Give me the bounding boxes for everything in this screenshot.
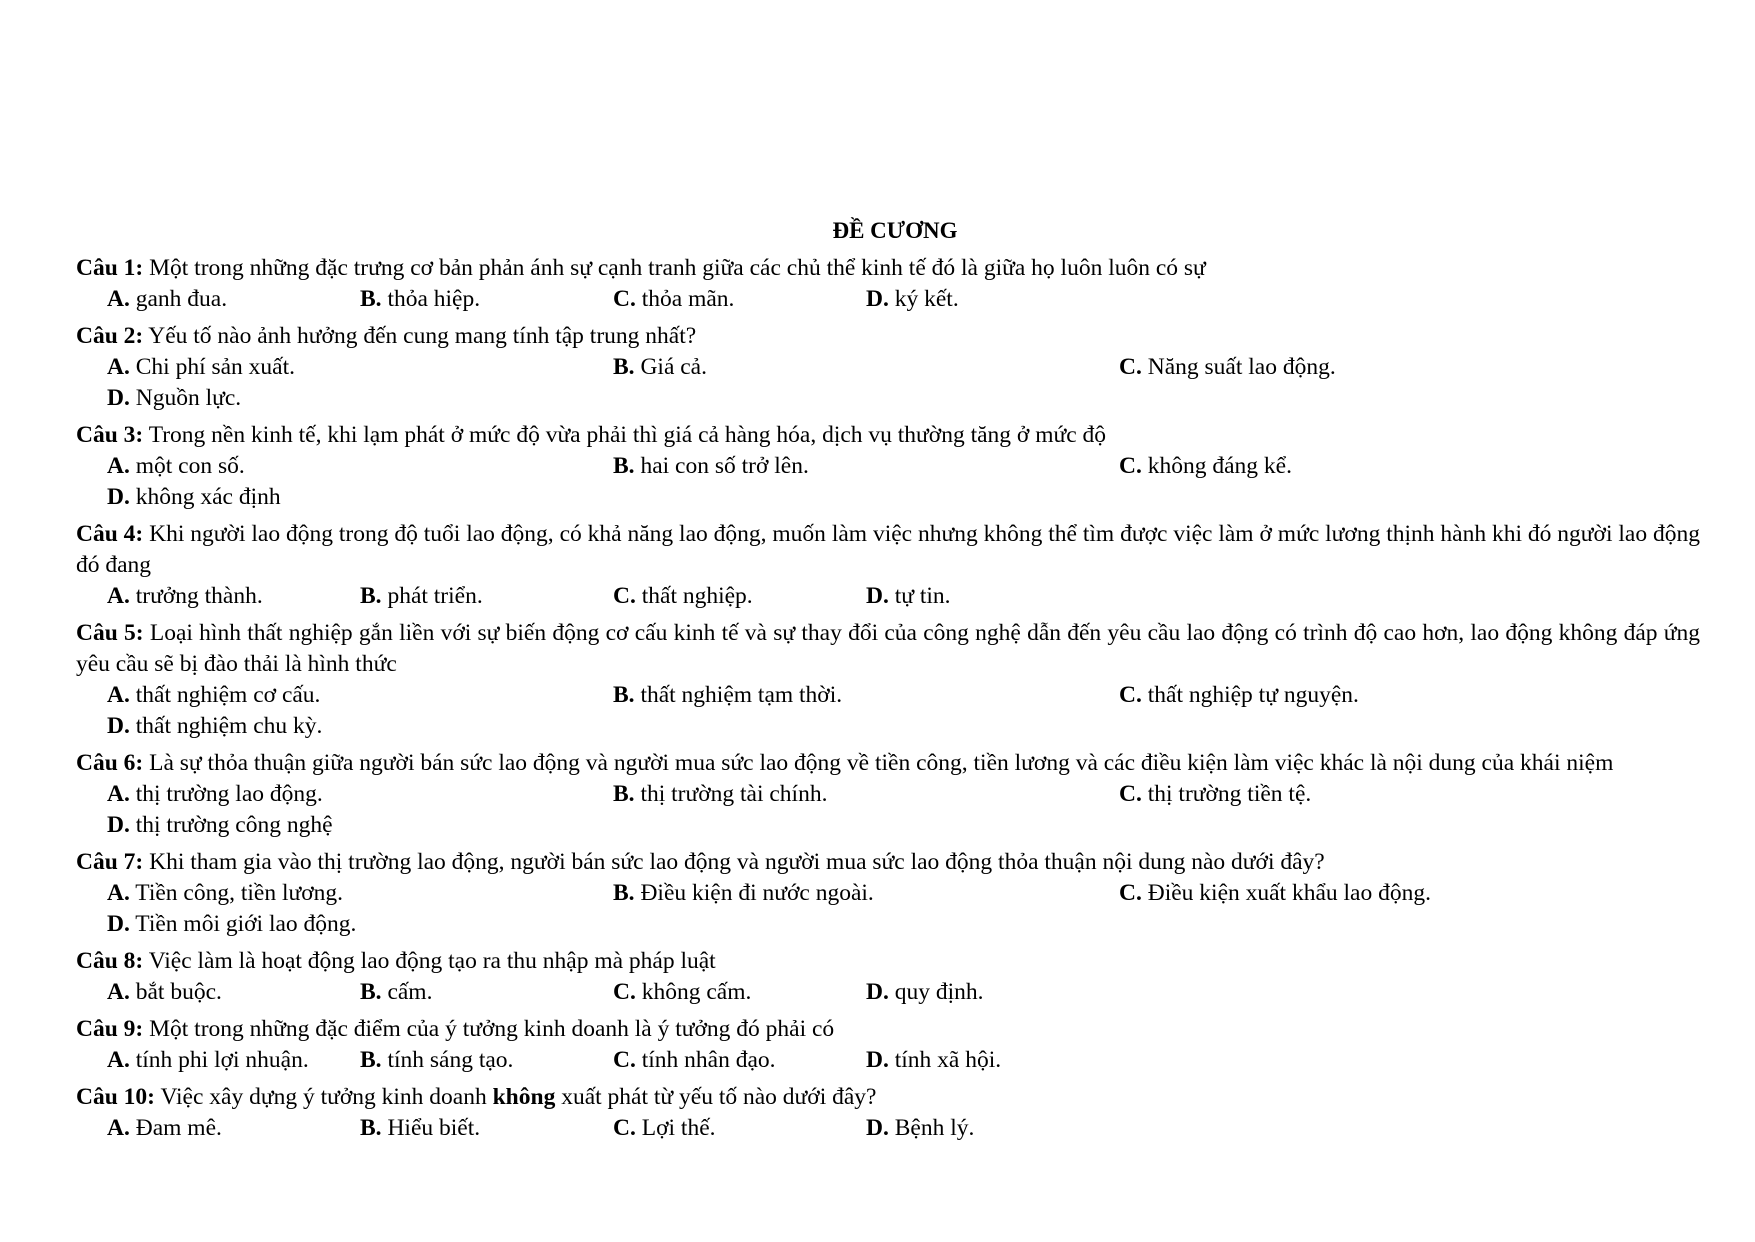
question-text: Khi người lao động trong độ tuổi lao động, có khả năng lao động, muốn làm việc nhưng không thể tìm được việc làm ở mức lương thịnh hành khi đó người lao động đó đang (76, 521, 1700, 578)
answer-letter: C. (613, 1115, 636, 1141)
answer-options (76, 878, 1700, 940)
answer-option (613, 1113, 866, 1144)
answer-option (613, 680, 1119, 711)
answer-text: Bệnh lý. (888, 1115, 975, 1141)
answer-options (76, 581, 1700, 612)
answer-option (107, 1113, 360, 1144)
question-number: Câu 3: (76, 422, 144, 448)
answer-options (76, 451, 1700, 513)
answer-text: thất nghiệm cơ cấu. (129, 682, 321, 708)
answer-letter: A. (107, 1047, 130, 1073)
answer-option (1119, 680, 1625, 711)
question-stem (76, 618, 1700, 680)
answer-letter: C. (613, 1047, 636, 1073)
answer-options (76, 1113, 1700, 1144)
answer-text: Nguồn lực. (129, 385, 242, 411)
question-text: Là sự thỏa thuận giữa người bán sức lao động và người mua sức lao động về tiền công, tiền lương và các điều kiện làm việc khác là nội dung của khái niệm (143, 750, 1614, 776)
answer-letter: C. (1119, 781, 1142, 807)
answer-option (107, 977, 360, 1008)
answer-letter: B. (613, 354, 635, 380)
answer-options (76, 779, 1700, 841)
question-number: Câu 5: (76, 620, 144, 646)
answer-text: phát triển. (381, 583, 483, 609)
question-text: Một trong những đặc điểm của ý tưởng kinh doanh là ý tưởng đó phải có (143, 1016, 835, 1042)
answer-option (107, 810, 613, 841)
answer-option (1119, 352, 1625, 383)
question-6 (76, 748, 1700, 841)
answer-text: Đam mê. (129, 1115, 222, 1141)
answer-letter: B. (613, 781, 635, 807)
answer-option (360, 1045, 613, 1076)
answer-letter: C. (613, 583, 636, 609)
answer-letter: C. (1119, 354, 1142, 380)
answer-text: thất nghiệp tự nguyện. (1141, 682, 1359, 708)
question-2 (76, 321, 1700, 414)
answer-text: Tiền môi giới lao động. (129, 911, 357, 937)
answer-options (76, 284, 1700, 315)
answer-option (107, 352, 613, 383)
answer-text: bắt buộc. (129, 979, 222, 1005)
answer-text: Điều kiện xuất khẩu lao động. (1141, 880, 1431, 906)
answer-option (107, 581, 360, 612)
question-number: Câu 4: (76, 521, 144, 547)
answer-text: thị trường tài chính. (634, 781, 828, 807)
answer-option (613, 352, 1119, 383)
question-list (76, 253, 1700, 1144)
answer-option (866, 284, 1119, 315)
question-1 (76, 253, 1700, 315)
question-number: Câu 8: (76, 948, 144, 974)
answer-letter: A. (107, 354, 130, 380)
document-page (76, 215, 1700, 1144)
answer-text: thất nghiệm chu kỳ. (129, 713, 323, 739)
answer-text: thỏa mãn. (635, 286, 735, 312)
answer-option (866, 581, 1119, 612)
answer-letter: A. (107, 583, 130, 609)
answer-option (107, 383, 613, 414)
answer-letter: C. (613, 979, 636, 1005)
question-stem (76, 1082, 1700, 1113)
answer-option (360, 977, 613, 1008)
answer-option (107, 711, 613, 742)
answer-options (76, 1045, 1700, 1076)
question-7 (76, 847, 1700, 940)
question-number: Câu 1: (76, 255, 144, 281)
question-8 (76, 946, 1700, 1008)
answer-letter: B. (613, 880, 635, 906)
answer-text: thị trường lao động. (129, 781, 323, 807)
answer-option (107, 482, 613, 513)
answer-text: không xác định (129, 484, 281, 510)
answer-text: Giá cả. (634, 354, 707, 380)
answer-option (360, 284, 613, 315)
answer-text: trưởng thành. (129, 583, 263, 609)
question-stem (76, 420, 1700, 451)
answer-letter: B. (613, 453, 635, 479)
document-title: ĐỀ CƯƠNG (832, 218, 958, 243)
answer-letter: B. (360, 1047, 382, 1073)
answer-option (107, 909, 613, 940)
answer-text: tính sáng tạo. (381, 1047, 514, 1073)
question-text: Một trong những đặc trưng cơ bản phản ánh sự cạnh tranh giữa các chủ thể kinh tế đó là giữa họ luôn luôn có sự (143, 255, 1206, 281)
answer-letter: C. (1119, 682, 1142, 708)
answer-letter: A. (107, 682, 130, 708)
answer-option (613, 779, 1119, 810)
answer-text: Năng suất lao động. (1141, 354, 1336, 380)
question-text-emphasis: không (492, 1084, 556, 1110)
answer-letter: D. (107, 713, 130, 739)
answer-letter: C. (613, 286, 636, 312)
answer-text: thỏa hiệp. (381, 286, 481, 312)
answer-options (76, 977, 1700, 1008)
answer-letter: C. (1119, 453, 1142, 479)
answer-option (866, 1045, 1119, 1076)
answer-option (360, 581, 613, 612)
question-text: Khi tham gia vào thị trường lao động, người bán sức lao động và người mua sức lao động thỏa thuận nội dung nào dưới đây? (143, 849, 1325, 875)
answer-letter: A. (107, 453, 130, 479)
answer-letter: D. (107, 911, 130, 937)
answer-text: không đáng kể. (1141, 453, 1292, 479)
question-9 (76, 1014, 1700, 1076)
answer-text: Lợi thế. (635, 1115, 716, 1141)
answer-letter: B. (360, 286, 382, 312)
answer-letter: B. (360, 583, 382, 609)
answer-letter: A. (107, 880, 130, 906)
answer-text: thị trường tiền tệ. (1141, 781, 1312, 807)
answer-option (107, 1045, 360, 1076)
answer-text: hai con số trở lên. (634, 453, 809, 479)
answer-text: Chi phí sản xuất. (129, 354, 296, 380)
question-5 (76, 618, 1700, 742)
answer-option (613, 581, 866, 612)
answer-text: thất nghiệp. (635, 583, 753, 609)
answer-letter: A. (107, 1115, 130, 1141)
answer-text: Điều kiện đi nước ngoài. (634, 880, 874, 906)
answer-text: ký kết. (888, 286, 959, 312)
question-stem (76, 748, 1700, 779)
answer-option (1119, 779, 1625, 810)
answer-option (613, 284, 866, 315)
question-stem (76, 519, 1700, 581)
question-stem (76, 321, 1700, 352)
question-number: Câu 2: (76, 323, 144, 349)
question-10 (76, 1082, 1700, 1144)
answer-text: quy định. (888, 979, 984, 1005)
answer-text: tự tin. (888, 583, 951, 609)
answer-letter: A. (107, 781, 130, 807)
answer-option (613, 1045, 866, 1076)
answer-options (76, 680, 1700, 742)
answer-letter: D. (866, 286, 889, 312)
answer-option (866, 977, 1119, 1008)
question-text: Việc làm là hoạt động lao động tạo ra thu nhập mà pháp luật (143, 948, 716, 974)
question-number: Câu 9: (76, 1016, 144, 1042)
answer-letter: D. (866, 1047, 889, 1073)
answer-letter: D. (866, 1115, 889, 1141)
question-number: Câu 6: (76, 750, 144, 776)
answer-text: tính phi lợi nhuận. (129, 1047, 309, 1073)
answer-letter: A. (107, 979, 130, 1005)
question-3 (76, 420, 1700, 513)
answer-option (613, 451, 1119, 482)
answer-text: Hiểu biết. (381, 1115, 481, 1141)
answer-option (1119, 451, 1625, 482)
answer-letter: B. (613, 682, 635, 708)
answer-letter: C. (1119, 880, 1142, 906)
answer-text: ganh đua. (129, 286, 228, 312)
answer-letter: B. (360, 1115, 382, 1141)
answer-letter: B. (360, 979, 382, 1005)
answer-text: một con số. (129, 453, 245, 479)
answer-letter: A. (107, 286, 130, 312)
answer-option (107, 680, 613, 711)
answer-text: Tiền công, tiền lương. (129, 880, 344, 906)
answer-letter: D. (866, 979, 889, 1005)
answer-option (613, 878, 1119, 909)
question-text: Loại hình thất nghiệp gắn liền với sự biến động cơ cấu kinh tế và sự thay đổi của công nghệ dẫn đến yêu cầu lao động có trình độ cao hơn, lao động không đáp ứng yêu cầu sẽ bị đào thải là hình thức (76, 620, 1701, 677)
answer-letter: D. (107, 812, 130, 838)
answer-text: thị trường công nghệ (129, 812, 333, 838)
answer-text: tính nhân đạo. (635, 1047, 776, 1073)
answer-option (107, 451, 613, 482)
answer-letter: D. (107, 484, 130, 510)
answer-letter: D. (107, 385, 130, 411)
question-stem (76, 847, 1700, 878)
answer-text: tính xã hội. (888, 1047, 1002, 1073)
answer-letter: D. (866, 583, 889, 609)
answer-option (866, 1113, 1119, 1144)
question-stem (76, 253, 1700, 284)
answer-text: thất nghiệm tạm thời. (634, 682, 843, 708)
question-stem (76, 946, 1700, 977)
question-number: Câu 7: (76, 849, 144, 875)
question-text: Việc xây dựng ý tưởng kinh doanh (155, 1084, 493, 1110)
answer-text: không cấm. (635, 979, 752, 1005)
question-4 (76, 519, 1700, 612)
answer-option (1119, 878, 1625, 909)
question-stem (76, 1014, 1700, 1045)
question-number: Câu 10: (76, 1084, 155, 1110)
answer-option (360, 1113, 613, 1144)
question-text: Yếu tố nào ảnh hưởng đến cung mang tính tập trung nhất? (143, 323, 697, 349)
answer-options (76, 352, 1700, 414)
question-text: xuất phát từ yếu tố nào dưới đây? (555, 1084, 877, 1110)
answer-option (107, 878, 613, 909)
question-text: Trong nền kinh tế, khi lạm phát ở mức độ vừa phải thì giá cả hàng hóa, dịch vụ thường tăng ở mức độ (143, 422, 1107, 448)
answer-option (613, 977, 866, 1008)
answer-option (107, 284, 360, 315)
answer-option (107, 779, 613, 810)
answer-text: cấm. (381, 979, 433, 1005)
